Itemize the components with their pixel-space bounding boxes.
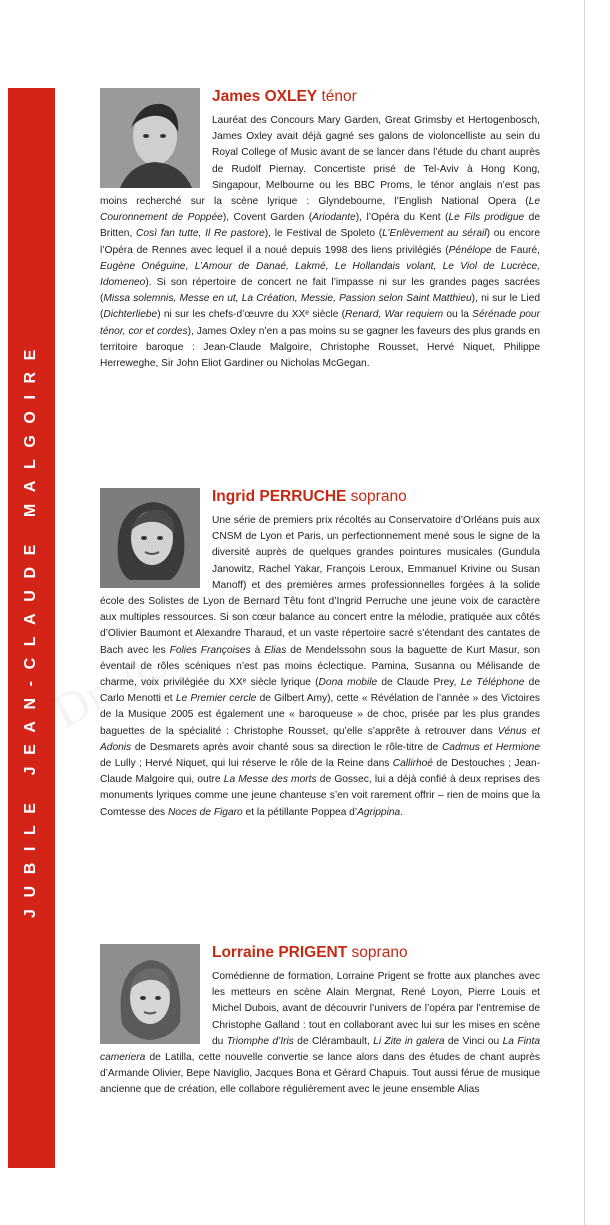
bio-text: ), ni sur le Lied (: [100, 293, 540, 321]
bio-text: de Vinci ou: [444, 1035, 503, 1047]
work-title: Callirhoé: [392, 758, 433, 770]
bio-text: Lauréat des Concours Mary Garden, Great Grimsby et Hertogenbosch, James Oxley avait déjà gagné ses galons de violoncelliste au sein du Royal College of Music avant de se lancer dans l’étude du chant auprès de Rudolf Piernay. Concertiste prisé de Tel-Aviv à Hong Kong, Singapour, Melbourne ou les BBC Proms, le ténor anglais n’est pas moins recherché sur la scène lyrique : Glyndebourne, l’English National Opera (: [100, 115, 540, 208]
portrait-image: [100, 488, 200, 588]
work-title: Dona mobile: [318, 677, 378, 689]
bio-text: Une série de premiers prix récoltés au Conservatoire d’Orléans puis aux CNSM de Lyon et Paris, un perfectionnement mené sous le signe de la diversité auprès de quelques grandes pointures musicales (Gundula Janowitz, Rachel Yakar, François Leroux, Emmanuel Krivine ou Susan Manoff) et des premières armes professionnelles forgées à la solide école des Solistes de Lyon de Bernard Têtu font d’Ingrid Perruche une jeune voix de caractère aux multiples ressources. Si son cœur balance au concert entre la mélodie, pratiquée aux côtés d’Olivier Baumont et Alexandre Tharaud, et un vaste répertoire sacré s’étendant des cantates de Bach avec les: [100, 515, 540, 656]
work-title: Eugène Onéguine, L’Amour de Danaé, Lakmé, Le Hollandais volant, Le Viol de Lucrèce, Idomeneo: [100, 260, 540, 289]
bio-text: .: [400, 806, 404, 818]
bio-text: de Desmarets après avoir chanté sous sa direction le rôle-titre de: [131, 741, 442, 753]
work-title: Dichterliebe: [103, 309, 158, 321]
work-title: Così fan tutte, Il Re pastore: [136, 228, 265, 240]
bio-text: ), Covent Garden (: [222, 212, 313, 224]
bio-text: ou la: [443, 309, 473, 321]
portrait-image: [100, 944, 200, 1044]
bio-text: Comédienne de formation, Lorraine Prigent se frotte aux planches avec les metteurs en scène Alain Mergnat, René Loyon, Pierre Louis et Michel Dubois, avant de découvrir l’univers de l’opéra par l’entremise de Christophe Galland : tout en collaborant avec lui sur les mises en scène du: [212, 971, 540, 1047]
work-title: Triomphe d’Iris: [226, 1035, 294, 1047]
bio-text: de Claude Prey,: [377, 677, 461, 689]
work-title: Renard, War requiem: [345, 309, 444, 321]
bio-text: de Gilbert Amy), cette « Révélation de l’année » des Victoires de la Musique 2005 est également une « baroqueuse » de choc, prisée par les plus grandes baguettes de la spécialité : Christophe Rousset, qu’elle s’apprête à retrouver dans: [100, 693, 540, 737]
series-title: JUBILE JEAN-CLAUDE MALGOIRE: [22, 338, 39, 918]
artist-voice-type: soprano: [350, 488, 407, 505]
work-title: Missa solemnis, Messe en ut, La Création, Messie, Passion selon Saint Matthieu: [103, 293, 472, 305]
work-title: La Finta cameriera: [100, 1035, 540, 1064]
work-title: Le Premier cercle: [175, 693, 257, 705]
work-title: L’Enlèvement au sérail: [382, 228, 487, 240]
work-title: Sérénade pour ténor, cor et cordes: [100, 309, 540, 337]
bio-text: de Fauré,: [491, 244, 541, 256]
work-title: Le Téléphone: [460, 677, 525, 689]
bio-text: ), l’Opéra du Kent (: [355, 212, 449, 224]
bio-text: ) ni sur les chefs-d’œuvre du XXᵉ siècle (: [157, 309, 346, 321]
work-title: Li Zite in galera: [373, 1035, 445, 1047]
work-title: Vénus et Adonis: [100, 725, 540, 753]
bio-text: et la pétillante Poppea d’: [242, 806, 358, 818]
bio-text: à: [250, 644, 265, 656]
artist-first-name: Ingrid: [212, 488, 256, 505]
bio-text: de Mendelssohn sous la baguette de Kurt Masur, son éventail de rôles scéniques n’est pas moins éclectique. Pamina, Susanna ou Mélisande de charme, voix privilégiée du XXᵉ siècle lyrique (: [100, 644, 540, 689]
artist-first-name: Lorraine: [212, 944, 275, 961]
work-title: La Messe des morts: [223, 774, 317, 786]
artist-section-oxley: [100, 88, 540, 372]
portrait-image: [100, 88, 200, 188]
bio-text: de Gossec, lui a déjà confié à deux reprises des monuments lyriques comme une jeune chanteuse s’en voit rarement offrir – rien de moins que la Comtesse des: [100, 774, 540, 818]
work-title: Le Fils prodigue: [448, 212, 525, 224]
bio-text: de Clérambault,: [293, 1035, 374, 1047]
artist-section-perruche: [100, 488, 540, 821]
artist-photo: [100, 944, 200, 1044]
bio-text: de Britten,: [100, 212, 540, 240]
bio-text: ). Si son répertoire de concert ne fait l’impasse ni sur les grandes pages sacrées (: [100, 277, 540, 305]
work-title: Ariodante: [312, 212, 356, 224]
bio-text: de Destouches ; Jean-Claude Malgoire qui, outre: [100, 758, 540, 786]
bio-text: ), le Festival de Spoleto (: [264, 228, 383, 240]
bio-text: ), James Oxley n’en a pas moins su se gagner les faveurs des plus grands en territoire baroque : Jean-Claude Malgoire, Christophe Rousset, Hervé Niquet, Philippe Herreweghe, Sir John Eliot Gardiner ou Nicholas McGegan.: [100, 325, 540, 370]
artist-photo: [100, 488, 200, 588]
artist-first-name: James: [212, 88, 261, 105]
work-title: Agrippina: [357, 806, 401, 818]
work-title: Elias: [264, 644, 287, 656]
bio-text: de Carlo Menotti et: [100, 677, 540, 705]
page-edge: [584, 0, 585, 1225]
work-title: Folies Françoises: [169, 644, 251, 656]
artist-section-prigent: [100, 944, 540, 1099]
artist-last-name: PRIGENT: [278, 944, 348, 961]
bio-text: de Latilla, cette nouvelle convertie se lance alors dans des études de chant auprès d’Armande Olivier, Bepe Naviglio, Jacques Bona et Gérard Chapuis. Tout aussi férue de musique ancienne que de création, elle collabore régulièrement avec le jeune ensemble Alias: [100, 1052, 540, 1096]
work-title: Noces de Figaro: [167, 806, 243, 818]
work-title: Le Couronnement de Poppée: [100, 196, 540, 224]
artist-last-name: PERRUCHE: [259, 488, 347, 505]
bio-text: de Lully ; Hervé Niquet, qui lui réserve le rôle de la Reine dans: [100, 758, 393, 770]
artist-last-name: OXLEY: [264, 88, 318, 105]
artist-voice-type: ténor: [321, 88, 357, 105]
artist-photo: [100, 88, 200, 188]
artist-voice-type: soprano: [351, 944, 408, 961]
work-title: Cadmus et Hermione: [441, 741, 540, 753]
work-title: Pénélope: [448, 244, 492, 256]
bio-text: ) ou encore l’Opéra de Rennes avec lequel il a noué depuis 1998 des liens privilégiés (: [100, 228, 540, 256]
